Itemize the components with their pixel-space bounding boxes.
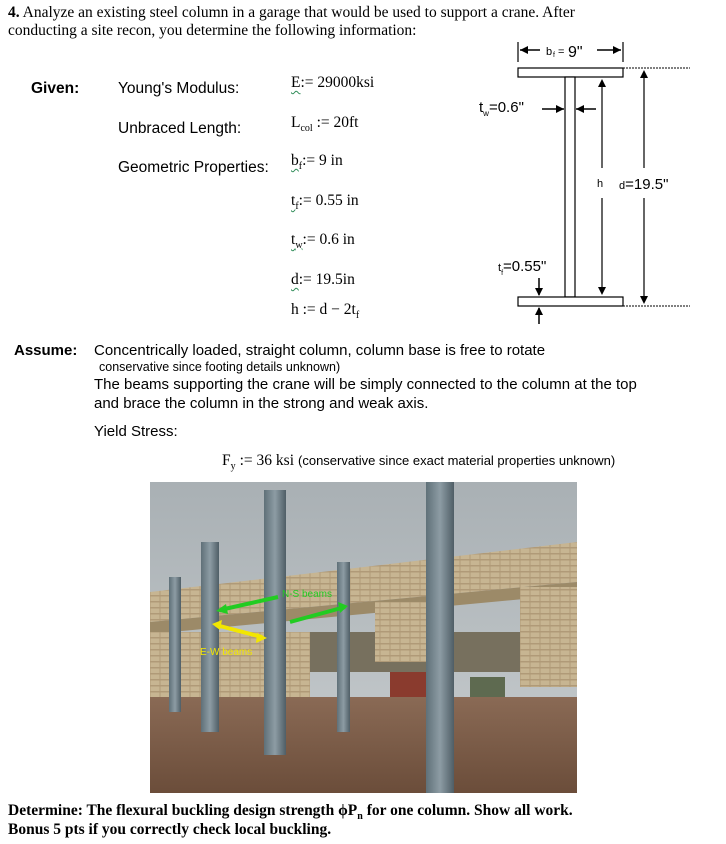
determine-line-2: Bonus 5 pts if you correctly check local buckling. bbox=[8, 821, 332, 838]
bf-dim-eq: = bbox=[558, 46, 565, 58]
site-photo bbox=[150, 482, 577, 793]
h-expr-text: h := d − 2t bbox=[291, 301, 356, 318]
d-expr bbox=[291, 271, 355, 289]
d-dim-label: d=19.5" bbox=[619, 176, 669, 193]
assume-heading: Assume: bbox=[14, 342, 78, 359]
bf-expr bbox=[291, 152, 343, 172]
assume-note: conservative since footing details unknown) bbox=[99, 360, 341, 374]
h-expr bbox=[291, 301, 359, 321]
question-number: 4. bbox=[8, 4, 20, 21]
question-text-1: Analyze an existing steel column in a garage that would be used to support a crane. After bbox=[22, 4, 575, 21]
site-photo-drawing bbox=[150, 482, 577, 793]
bottom-flange bbox=[518, 297, 623, 306]
assume-line-2: The beams supporting the crane will be simply connected to the column at the top bbox=[94, 376, 637, 393]
question-text-2: conducting a site recon, you determine the following information: bbox=[8, 22, 417, 39]
tw-expr bbox=[291, 231, 355, 251]
fy-note: (conservative since exact material properties unknown) bbox=[298, 453, 616, 468]
yield-stress-label: Yield Stress: bbox=[94, 423, 178, 440]
tf-sym: $t_f$ bbox=[291, 192, 299, 213]
phi-pn: ϕP bbox=[338, 802, 358, 819]
tf-dim-label: $t_f=0.55$" bbox=[498, 258, 547, 277]
tw-val: := 0.6 in bbox=[302, 231, 355, 248]
unbraced-length-label: Unbraced Length: bbox=[118, 120, 242, 137]
lcol-val: := 20ft bbox=[316, 114, 359, 131]
youngs-modulus-expr bbox=[291, 74, 374, 92]
bf-dim-value: 9" bbox=[568, 44, 583, 61]
bf-sym: $b_f$ bbox=[291, 152, 303, 173]
bf-dim-sub: f bbox=[553, 52, 555, 59]
assume-line-3: and brace the column in the strong and weak axis. bbox=[94, 395, 429, 412]
bf-dim-label: b bbox=[546, 46, 553, 58]
d-sym: d bbox=[291, 271, 299, 288]
youngs-sym: E bbox=[291, 74, 301, 91]
youngs-modulus-label: Young's Modulus: bbox=[118, 80, 240, 97]
assume-line-1: Concentrically loaded, straight column, column base is free to rotate bbox=[94, 342, 546, 359]
geometric-properties-label: Geometric Properties: bbox=[118, 159, 269, 176]
h-dim-label: h bbox=[597, 178, 604, 190]
bf-val: := 9 in bbox=[302, 152, 343, 169]
top-flange bbox=[518, 68, 623, 77]
ew-beams-label: E-W beams bbox=[200, 647, 253, 658]
h-expr-sub: f bbox=[355, 310, 360, 322]
ns-beams-label: N-S beams bbox=[282, 589, 333, 600]
youngs-val: := 29000ksi bbox=[300, 74, 375, 91]
tf-expr bbox=[291, 192, 359, 212]
fy-val: := 36 ksi bbox=[239, 452, 295, 469]
d-val: := 19.5in bbox=[298, 271, 355, 288]
given-heading: Given: bbox=[31, 80, 80, 97]
tw-dim-label: $t_w=0.6$" bbox=[479, 99, 524, 118]
question-line-1 bbox=[8, 4, 575, 22]
fy-expr: $F_y$ := 36 ksi (conservative since exact material properties unknown) bbox=[222, 452, 616, 473]
lcol-sub: col bbox=[300, 123, 313, 135]
determine-line-1: Determine: The flexural buckling design strength $\phi P_n$ for one column. Show all work. bbox=[8, 802, 573, 823]
lcol-sym: L bbox=[291, 114, 301, 131]
tf-val: := 0.55 in bbox=[298, 192, 359, 209]
lcol-expr bbox=[291, 114, 358, 134]
tw-sym: $t_w$ bbox=[291, 231, 303, 252]
web bbox=[565, 77, 575, 297]
